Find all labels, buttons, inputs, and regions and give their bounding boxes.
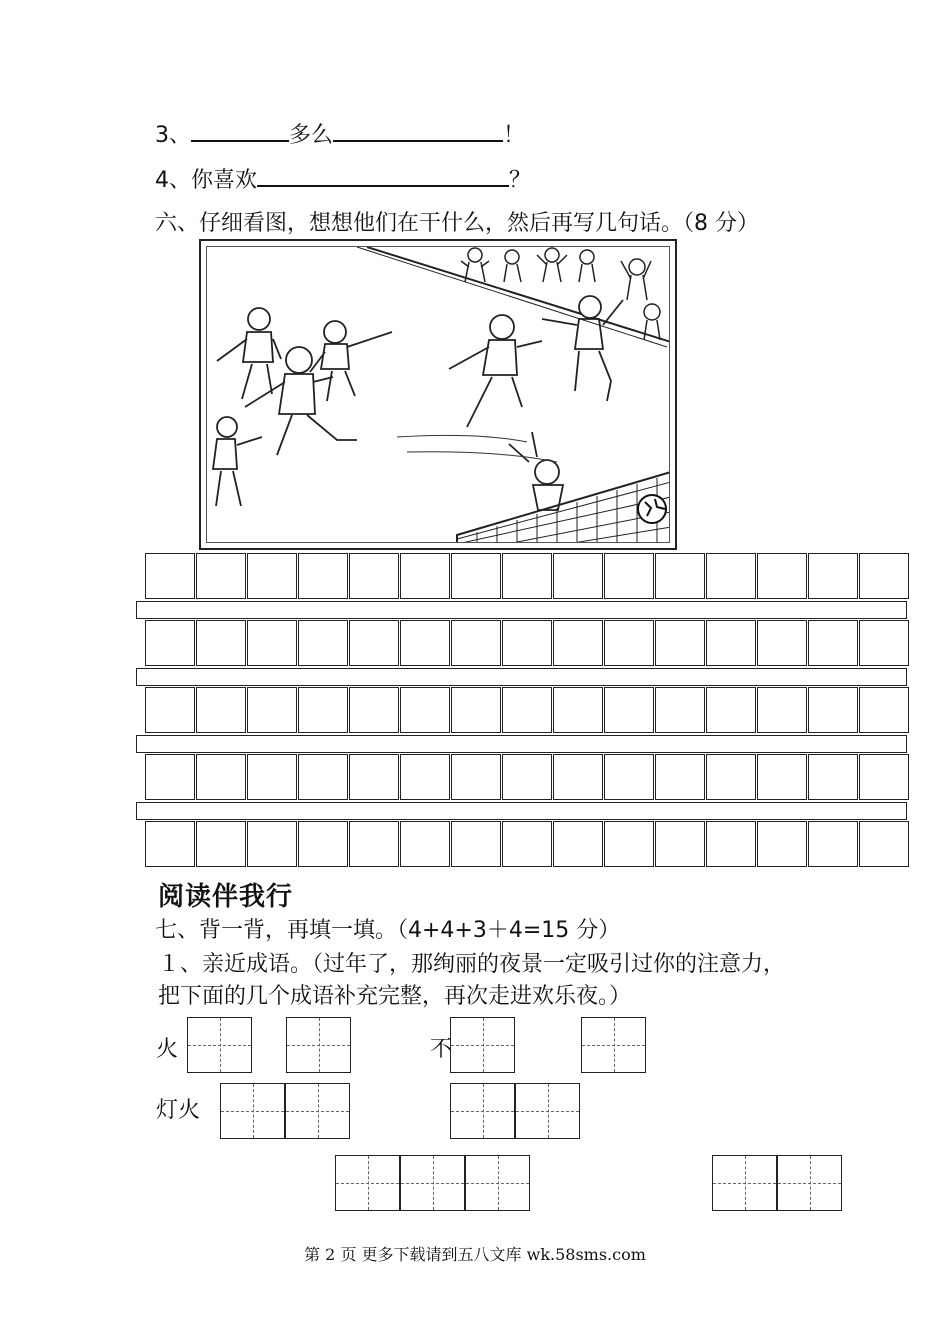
question-3 — [155, 118, 525, 150]
grid-cell[interactable] — [145, 687, 195, 733]
grid-cell[interactable] — [553, 620, 603, 666]
grid-cell[interactable] — [400, 620, 450, 666]
idiom-instruction-line-2: 把下面的几个成语补充完整，再次走进欢乐夜。） — [158, 984, 632, 1009]
idiom-prefix-denghuo: 灯火 — [156, 1098, 201, 1123]
grid-cell[interactable] — [502, 754, 552, 800]
idiom-prefix-huo: 火 — [156, 1037, 179, 1062]
grid-cell[interactable] — [400, 687, 450, 733]
grid-cell[interactable] — [400, 553, 450, 599]
grid-cell[interactable] — [247, 620, 297, 666]
grid-cell[interactable] — [349, 687, 399, 733]
grid-cell[interactable] — [502, 553, 552, 599]
grid-cell[interactable] — [349, 821, 399, 867]
grid-cell[interactable] — [604, 821, 654, 867]
grid-cell[interactable] — [553, 754, 603, 800]
grid-cell[interactable] — [196, 553, 246, 599]
grid-cell[interactable] — [196, 754, 246, 800]
grid-cell[interactable] — [196, 620, 246, 666]
grid-cell[interactable] — [553, 687, 603, 733]
soccer-scene-illustration — [207, 247, 670, 543]
grid-cell[interactable] — [604, 687, 654, 733]
grid-cell[interactable] — [808, 821, 858, 867]
grid-cell[interactable] — [757, 821, 807, 867]
grid-cell[interactable] — [706, 821, 756, 867]
tianzige-box[interactable] — [581, 1017, 646, 1073]
grid-cell[interactable] — [706, 754, 756, 800]
soccer-picture — [199, 239, 677, 550]
grid-cell[interactable] — [247, 553, 297, 599]
question-3-text: 多么 — [289, 123, 334, 148]
writing-grid-row[interactable] — [145, 553, 910, 599]
grid-cell[interactable] — [655, 821, 705, 867]
grid-cell[interactable] — [400, 754, 450, 800]
reading-heading: 阅读伴我行 — [158, 882, 294, 912]
tianzige-box[interactable] — [465, 1155, 530, 1211]
grid-cell[interactable] — [808, 620, 858, 666]
idiom-instruction-line-1: １、亲近成语。（过年了，那绚丽的夜景一定吸引过你的注意力， — [158, 952, 786, 977]
grid-cell[interactable] — [145, 821, 195, 867]
idiom-boxes[interactable] — [712, 1155, 842, 1211]
grid-cell[interactable] — [859, 687, 909, 733]
answer-blank[interactable] — [191, 118, 289, 142]
grid-cell[interactable] — [349, 754, 399, 800]
grid-cell[interactable] — [553, 821, 603, 867]
grid-cell[interactable] — [247, 687, 297, 733]
grid-cell[interactable] — [706, 620, 756, 666]
question-4-end: ？ — [509, 168, 532, 193]
tianzige-box[interactable] — [335, 1155, 400, 1211]
tianzige-box[interactable] — [712, 1155, 777, 1211]
question-4-text: 你喜欢 — [191, 168, 258, 193]
grid-cell[interactable] — [298, 687, 348, 733]
section-6-title: 六、仔细看图，想想他们在干什么，然后再写几句话。（8 分） — [155, 211, 759, 236]
grid-cell[interactable] — [757, 687, 807, 733]
grid-cell[interactable] — [349, 620, 399, 666]
grid-cell[interactable] — [859, 754, 909, 800]
answer-blank[interactable] — [257, 163, 509, 187]
grid-cell[interactable] — [859, 553, 909, 599]
question-3-end: ！ — [503, 123, 526, 148]
grid-cell[interactable] — [451, 754, 501, 800]
tianzige-box[interactable] — [777, 1155, 842, 1211]
grid-spacer — [136, 601, 907, 619]
grid-cell[interactable] — [655, 553, 705, 599]
grid-cell[interactable] — [298, 553, 348, 599]
idiom-boxes[interactable] — [220, 1083, 350, 1139]
writing-grid-row[interactable] — [145, 620, 910, 666]
grid-cell[interactable] — [859, 821, 909, 867]
grid-cell[interactable] — [553, 553, 603, 599]
tianzige-box[interactable] — [515, 1083, 580, 1139]
grid-cell[interactable] — [655, 754, 705, 800]
grid-cell[interactable] — [604, 620, 654, 666]
grid-cell[interactable] — [400, 821, 450, 867]
writing-grid-row[interactable] — [145, 821, 910, 867]
page-footer: 第 2 页 更多下载请到五八文库 wk.58sms.com — [304, 1245, 646, 1264]
grid-cell[interactable] — [196, 687, 246, 733]
grid-cell[interactable] — [604, 754, 654, 800]
idiom-boxes[interactable] — [450, 1083, 580, 1139]
grid-cell[interactable] — [808, 687, 858, 733]
idiom-boxes[interactable] — [581, 1017, 646, 1073]
grid-cell[interactable] — [349, 553, 399, 599]
grid-cell[interactable] — [451, 553, 501, 599]
question-4-number: 4、 — [155, 168, 191, 193]
grid-cell[interactable] — [706, 553, 756, 599]
grid-cell[interactable] — [196, 821, 246, 867]
answer-blank[interactable] — [333, 118, 503, 142]
grid-cell[interactable] — [808, 754, 858, 800]
idiom-boxes[interactable] — [335, 1155, 530, 1211]
tianzige-box[interactable] — [187, 1017, 252, 1073]
grid-cell[interactable] — [298, 821, 348, 867]
tianzige-box[interactable] — [400, 1155, 465, 1211]
section-7-title: 七、背一背，再填一填。（4+4+3＋4=15 分） — [155, 918, 621, 943]
grid-spacer — [136, 735, 907, 753]
grid-cell[interactable] — [757, 553, 807, 599]
grid-cell[interactable] — [604, 553, 654, 599]
grid-cell[interactable] — [655, 687, 705, 733]
grid-cell[interactable] — [451, 620, 501, 666]
grid-cell[interactable] — [757, 754, 807, 800]
idiom-prefix-bu: 不 — [430, 1037, 453, 1062]
grid-cell[interactable] — [757, 620, 807, 666]
tianzige-box[interactable] — [286, 1017, 351, 1073]
grid-cell[interactable] — [247, 754, 297, 800]
grid-cell[interactable] — [502, 687, 552, 733]
grid-cell[interactable] — [706, 687, 756, 733]
grid-cell[interactable] — [859, 620, 909, 666]
idiom-boxes[interactable] — [450, 1017, 515, 1073]
grid-cell[interactable] — [502, 620, 552, 666]
tianzige-box[interactable] — [285, 1083, 350, 1139]
tianzige-box[interactable] — [220, 1083, 285, 1139]
grid-cell[interactable] — [145, 754, 195, 800]
grid-cell[interactable] — [298, 620, 348, 666]
question-3-number: 3、 — [155, 123, 191, 148]
idiom-boxes[interactable] — [187, 1017, 252, 1073]
idiom-boxes[interactable] — [286, 1017, 351, 1073]
grid-cell[interactable] — [247, 821, 297, 867]
grid-cell[interactable] — [145, 620, 195, 666]
grid-cell[interactable] — [451, 687, 501, 733]
grid-cell[interactable] — [655, 620, 705, 666]
grid-spacer — [136, 802, 907, 820]
grid-cell[interactable] — [298, 754, 348, 800]
grid-spacer — [136, 668, 907, 686]
writing-grid-row[interactable] — [145, 687, 910, 733]
grid-cell[interactable] — [451, 821, 501, 867]
grid-cell[interactable] — [808, 553, 858, 599]
question-4 — [155, 163, 531, 195]
writing-grid-row[interactable] — [145, 754, 910, 800]
grid-cell[interactable] — [502, 821, 552, 867]
tianzige-box[interactable] — [450, 1083, 515, 1139]
tianzige-box[interactable] — [450, 1017, 515, 1073]
grid-cell[interactable] — [145, 553, 195, 599]
